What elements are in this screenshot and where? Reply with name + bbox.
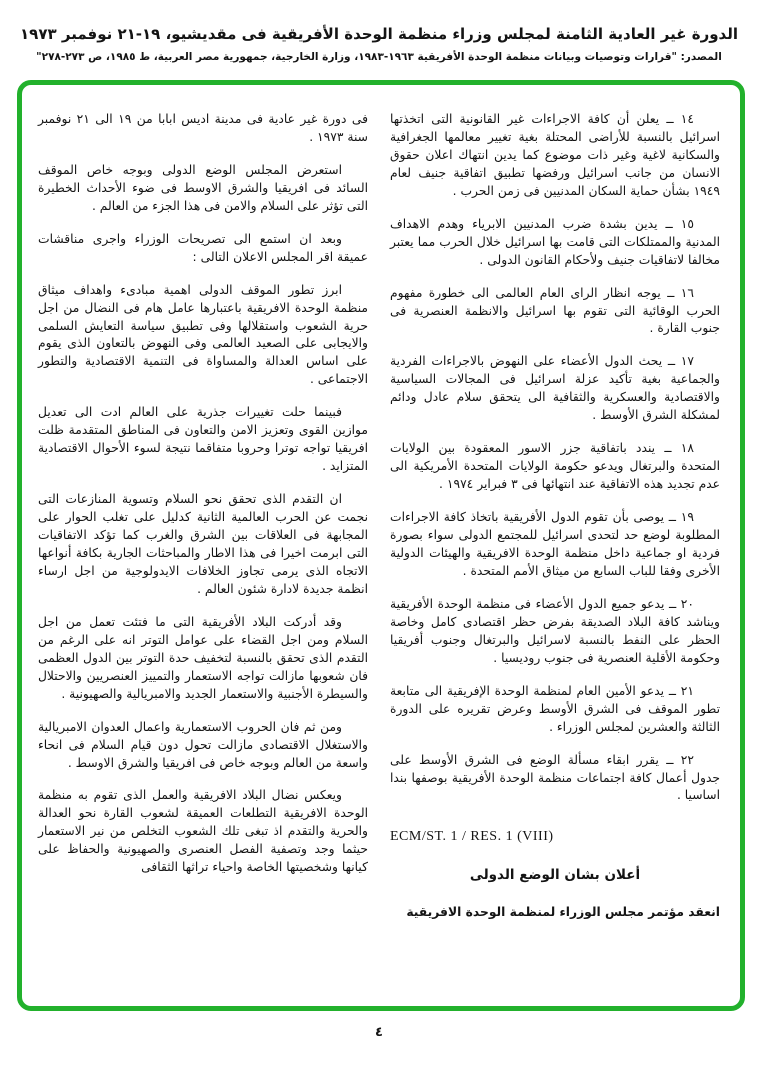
resolution-item-21: ٢١ ــ يدعو الأمين العام لمنظمة الوحدة الإفريقية الى متابعة تطور الموقف فى الشرق الأوسط وعرض تقريره على الدورة الثالثة والعشرين لمجلس الوزراء .: [390, 683, 720, 734]
resolution-item-17: ١٧ ــ يحث الدول الأعضاء على النهوض بالاجراءات الفردية والجماعية بغية تأكيد عزلة اسرائيل فى المجالات السياسية والاقتصادية والعسكرية والثقافية الى يتحقق سلام عادل ودائم لمشكلة الشرق الأوسط .: [390, 354, 720, 423]
body-paragraph: ابرز تطور الموقف الدولى اهمية مبادىء واهداف ميثاق منظمة الوحدة الافريقية باعتبارها عامل هام فى النضال من اجل حرية الشعوب واستقلالها وفى تطبيق سياسة التعايش السلمى والايجابى على الصعيد العالمى وفى النهوض بالتعاون الذى يقوم على اساس العدالة والمساواة فى التنمية الاقتصادية والتطور الاجتماعى .: [38, 282, 368, 387]
body-paragraph: وبعد ان استمع الى تصريحات الوزراء واجرى مناقشات عميقة اقر المجلس الاعلان التالى :: [38, 231, 368, 264]
document-header: [0, 0, 758, 65]
reference-code: ECM/ST. 1 / RES. 1 (VIII): [390, 829, 554, 845]
resolution-item-16: ١٦ ــ يوجه انظار الراى العام العالمى الى خطورة مفهوم الحرب الوقائية التى تقوم بها اسرائيل والانظمة العنصرية فى جنوب القارة .: [390, 285, 720, 336]
document-source-line: المصدر: "قرارات وتوصيات وبيانات منظمة الوحدة الأفريقية ١٩٦٣-١٩٨٣، وزارة الخارجية، جمهورية مصر العربية، ط ١٩٨٥، ص ٢٧٣-٢٧٨": [36, 51, 722, 64]
body-paragraph: ان التقدم الذى تحقق نحو السلام وتسوية المنازعات التى نجمت عن الحرب العالمية الثانية كدليل على تغلب الحوار على المجابهة فى العلاقات بين الشرق والغرب كما تؤكد الاتفاقيات التى ابرمت اخيرا فى هذا الاطار والمباحثات الجارية بكافة أنواعها الاتجاه الذى يرمى تجاوز الخلافات الايدولوجية من اجل ارساء انظمة جديدة لادارة شئون العالم .: [38, 492, 368, 596]
resolution-item-22: ٢٢ ــ يقرر ابقاء مسألة الوضع فى الشرق الأوسط على جدول أعمال كافة اجتماعات منظمة الوحدة الأفريقية بوصفها بندا اساسيا .: [390, 752, 720, 803]
body-paragraph: استعرض المجلس الوضع الدولى وبوجه خاص الموقف السائد فى افريقيا والشرق الاوسط فى ضوء الأحداث الخطيرة التى تؤثر على السلام والامن فى هذا الجزء من العالم .: [38, 162, 368, 213]
body-paragraph: فبينما حلت تغييرات جذرية على العالم ادت الى تعديل موازين القوى وتعزيز الامن والتعاون فى المناطق المتقدمة ظلت افريقيا تواجه توترا وحروبا متفاقما نتيجة لسوء الأحوال الاقتصادية المتزايد .: [38, 405, 368, 474]
body-paragraph: فى دورة غير عادية فى مدينة اديس ابابا من ١٩ الى ٢١ نوفمبر سنة ١٩٧٣ .: [38, 111, 369, 144]
body-paragraph: ومن ثم فان الحروب الاستعمارية واعمال العدوان الامبريالية والاستغلال الاقتصادى مازالت تحول دون قيام السلام فى انحاء واسعة من العالم وبوجه خاص فى افريقيا والشرق الاوسط .: [38, 719, 368, 770]
body-paragraph: وقد أدركت البلاد الأفريقية التى ما فتئت تعمل من اجل السلام ومن اجل القضاء على عوامل التوتر انه على الرغم من التقدم الذى تحقق بالنسبة لتخفيف حدة التوتر بين الدول العظمى فان شعوبها مازالت تواجه الاستعمار والتمييز العنصريين والاحتلال والسيطرة الأجنبية والاستعمار الجديد والامبريالية والصهيونية .: [38, 614, 368, 701]
section-heading: أعلان بشان الوضع الدولى: [469, 866, 641, 883]
document-title: الدورة غير العادية الثامنة لمجلس وزراء منظمة الوحدة الأفريقية فى مقديشيو، ١٩-٢١ نوفمبر ١٩٧٣: [20, 25, 738, 43]
resolution-item-14: ١٤ ــ يعلن أن كافة الاجراءات غير القانونية التى اتخذتها اسرائيل بالنسبة للأراضى المحتلة بغية تغيير معالمها الجغرافية والسكانية لاغية وغير ذات موضوع كما يدين انتهاك اعلان حقوق الانسان من جانب اسرائيل ورفضها تطبيق اتفاقية جنيف لعام ١٩٤٩ بشأن حماية السكان المدنيين فى زمن الحرب .: [390, 111, 720, 198]
left-column: [38, 111, 368, 998]
body-paragraph: ويعكس نضال البلاد الافريقية والعمل الذى تقوم به منظمة الوحدة الافريقية التطلعات العميقة لشعوب القارة نحو العدالة والحرية والتقدم اذ تبغى تلك الشعوب التخلص من نير الاستعمار حيثما وجد وتصفية الفصل العنصرى والصهيونية والحفاظ على كيانها وشخصيتها الخاصة واحياء تراثها الثقافى: [38, 788, 368, 875]
resolution-item-18: ١٨ ــ يندد باتفاقية جزر الاسور المعقودة بين الولايات المتحدة والبرتغال ويدعو حكومة الولايات المتحدة الأمريكية الى عدم تجديد هذه الاتفاقية عند انتهائها فى ٣ فبراير ١٩٧٤ .: [390, 441, 720, 492]
right-column: [390, 111, 720, 998]
green-frame: [17, 80, 745, 1011]
section-opening-line: انعقد مؤتمر مجلس الوزراء لمنظمة الوحدة الافريقية: [406, 904, 720, 919]
resolution-item-19: ١٩ ــ يوصى بأن تقوم الدول الأفريقية باتخاذ كافة الاجراءات المطلوبة لوضع حد لتحدى اسرائيل للمجتمع الدولى سواء بصورة فردية او جماعية داخل منظمة الوحدة الافريقية والهيئات الدولية الأخرى وفقا للباب السابع من ميثاق الأمم المتحدة .: [390, 510, 720, 578]
page-number: ٤: [375, 1024, 383, 1040]
resolution-item-20: ٢٠ ــ يدعو جميع الدول الأعضاء فى منظمة الوحدة الأفريقية ويناشد كافة البلاد الصديقة بفرض حظر اقتصادى كامل وخاصة الحظر على النفط بالنسبة لاسرائيل والبرتغال وجنوب أفريقيا وحكومة الأقلية العنصرية فى جنوب روديسيا .: [390, 596, 720, 665]
resolution-item-15: ١٥ ــ يدين بشدة ضرب المدنيين الابرياء وهدم الاهداف المدنية والممتلكات التى قامت بها اسرائيل خلال الحرب مما يعتبر مخالفا لاتفاقيات جنيف ولأحكام القانون الدولى .: [390, 216, 720, 267]
